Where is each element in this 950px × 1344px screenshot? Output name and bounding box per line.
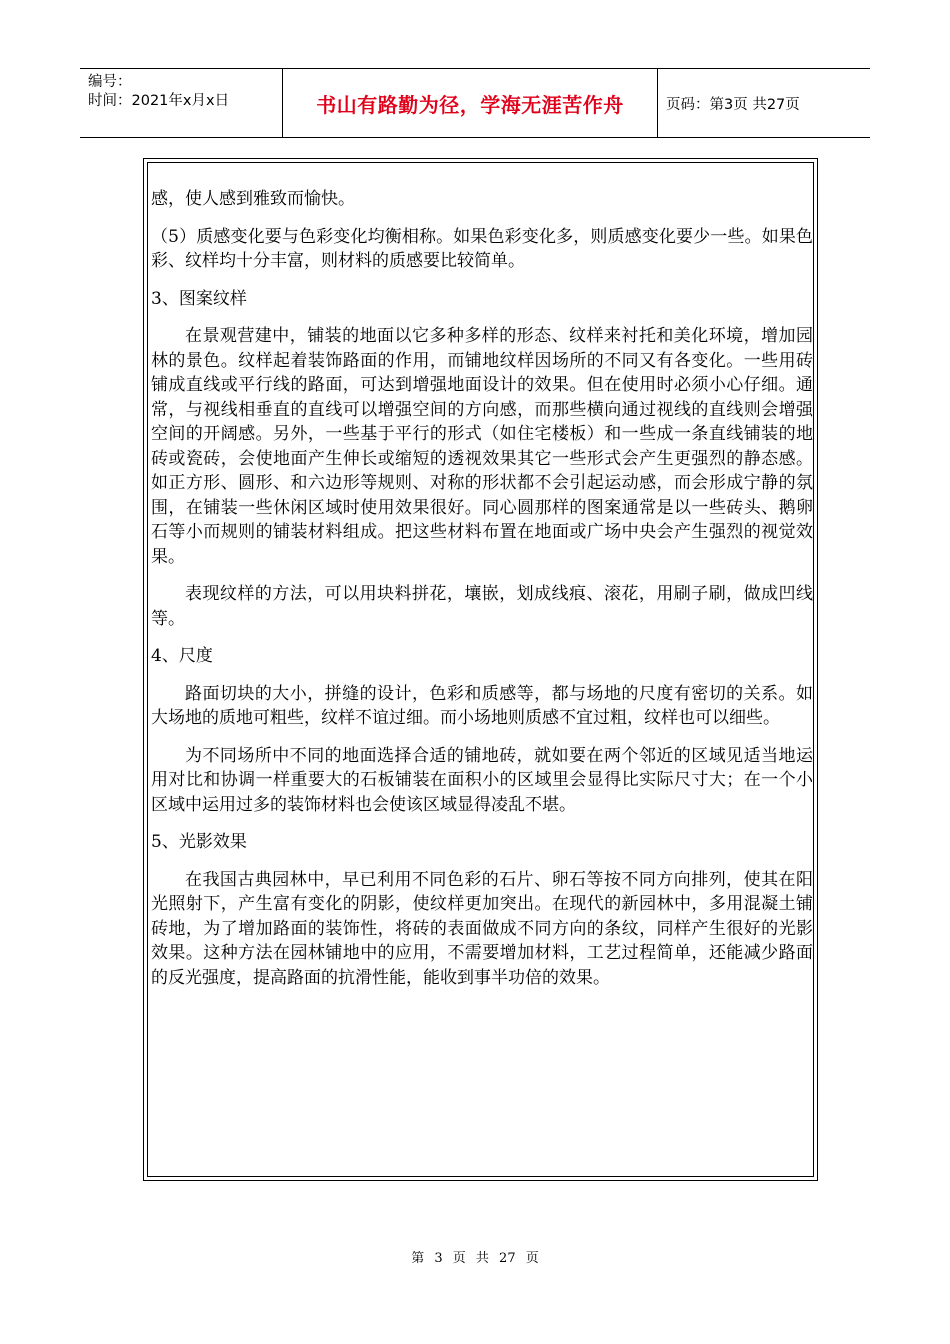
paragraph: 感，使人感到雅致而愉快。	[151, 189, 355, 209]
paragraph: 路面切块的大小，拼缝的设计，色彩和质感等，都与场地的尺度有密切的关系。如大场地的质地可粗些，纹样不谊过细。而小场地则质感不宜过粗，纹样也可以细些。	[151, 683, 813, 728]
content-body	[147, 162, 814, 1177]
header-meta	[80, 69, 283, 137]
paragraph: 在景观营建中，铺装的地面以它多种多样的形态、纹样来衬托和美化环境，增加园林的景色。纹样起着装饰路面的作用，而铺地纹样因场所的不同又有各变化。一些用砖铺成直线或平行线的路面，可达到增强地面设计的效果。但在使用时必须小心仔细。通常，与视线相垂直的直线可以增强空间的方向感，而那些横向通过视线的直线则会增强空间的开阔感。另外，一些基于平行的形式（如住宅楼板）和一些成一条直线铺装的地砖或瓷砖，会使地面产生伸长或缩短的透视效果其它一些形式会产生更强烈的静态感。如正方形、圆形、和六边形等规则、对称的形状都不会引起运动感，而会形成宁静的氛围，在铺装一些休闲区域时使用效果很好。同心圆那样的图案通常是以一些砖头、鹅卵石等小而规则的铺装材料组成。把这些材料布置在地面或广场中央会产生强烈的视觉效果。	[151, 326, 813, 567]
paragraph: （5）质感变化要与色彩变化均衡相称。如果色彩变化多，则质感变化要少一些。如果色彩、纹样均十分丰富，则材料的质感要比较简单。	[151, 226, 813, 271]
document-number-label: 编号：	[88, 74, 132, 90]
paragraph: 表现纹样的方法，可以用块料拼花，壤嵌，划成线痕、滚花，用刷子刷，做成凹线等。	[151, 584, 813, 629]
page-footer: 第 3 页 共 27 页	[411, 1251, 539, 1266]
page-header	[80, 68, 870, 138]
content-box	[143, 158, 818, 1181]
paragraph: 5、光影效果	[151, 832, 247, 852]
paragraph: 4、尺度	[151, 646, 213, 666]
header-page-info: 页码：第3页 共27页	[666, 96, 800, 113]
paragraph: 在我国古典园林中，早已利用不同色彩的石片、卵石等按不同方向排列，使其在阳光照射下，产生富有变化的阴影，使纹样更加突出。在现代的新园林中，多用混凝土铺砖地，为了增加路面的装饰性，将砖的表面做成不同方向的条纹，同样产生很好的光影效果。这种方法在园林铺地中的应用，不需要增加材料，工艺过程简单，还能减少路面的反光强度，提高路面的抗滑性能，能收到事半功倍的效果。	[151, 869, 813, 988]
document-time-label: 时间：2021年x月x日	[88, 93, 230, 109]
paragraph: 为不同场所中不同的地面选择合适的铺地砖，就如要在两个邻近的区域见适当地运用对比和协调一样重要大的石板铺装在面积小的区域里会显得比实际尺寸大；在一个小区域中运用过多的装饰材料也会使该区域显得凌乱不堪。	[151, 745, 813, 815]
paragraph: 3、图案纹样	[151, 288, 247, 309]
header-motto: 书山有路勤为径，学海无涯苦作舟	[283, 69, 658, 137]
